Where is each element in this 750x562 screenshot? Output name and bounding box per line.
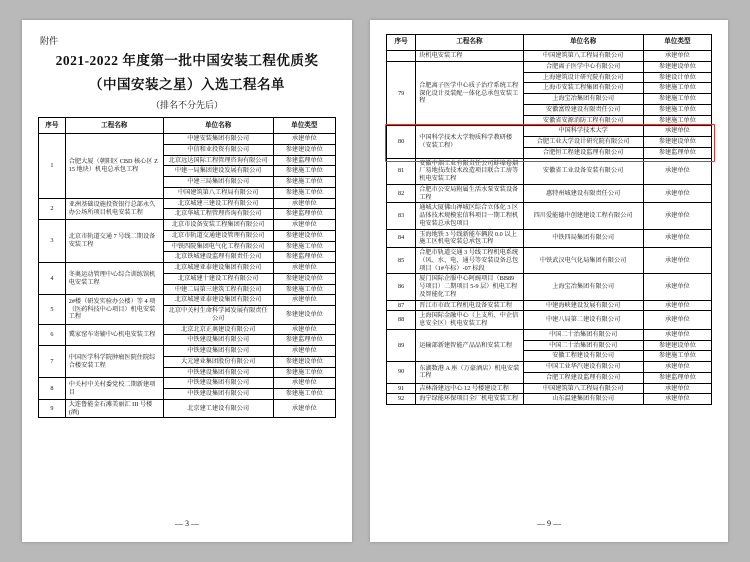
cell-unit-name: 中建一局集团建设发展有限公司 — [163, 166, 273, 177]
table-row — [387, 158, 712, 184]
cell-no — [387, 51, 416, 62]
header-unit: 单位名称 — [163, 118, 273, 134]
cell-no: 5 — [39, 295, 66, 324]
cell-unit-name: 北京城建三建设工程有限公司 — [163, 198, 273, 209]
cell-project-name: 上海国际金融中心（上支所、中企信息安全区）机电安装工程 — [416, 311, 523, 330]
cell-unit-type: 承建单位 — [643, 248, 711, 274]
cell-unit-name: 中建海峡建设发展有限公司 — [523, 300, 643, 311]
table-row — [387, 248, 712, 274]
cell-project-name: 合肥市轨道交通 3 号线工程机电系统（风、水、电、通号等安装设备总包项目（1#车标）-07 标段 — [416, 248, 523, 274]
cell-no: 90 — [387, 362, 416, 384]
cell-unit-name: 北京远达国际工程管理咨询有限公司 — [163, 155, 273, 166]
cell-unit-type: 参建建设单位 — [643, 340, 711, 351]
cell-no: 87 — [387, 300, 416, 311]
cell-project-name: 亚洲基础设施投资银行总部永久办公场所项目机电安装工程 — [65, 198, 163, 220]
cell-unit-type: 承建单位 — [273, 263, 335, 274]
cell-unit-type: 承建单位 — [643, 229, 711, 248]
page-number-left: — 3 — — [175, 519, 199, 528]
cell-unit-type: 承建单位 — [643, 329, 711, 340]
cell-no: 9 — [39, 399, 66, 418]
left-project-table — [38, 117, 336, 418]
cell-unit-name: 上海市安装工程集团有限公司 — [523, 83, 643, 94]
cell-unit-name: 大元建业集团股份有限公司 — [163, 356, 273, 367]
cell-unit-name: 安徽省安源消防工程有限公司 — [523, 115, 643, 126]
table-row — [39, 134, 336, 145]
cell-unit-type: 参建监理单位 — [273, 155, 335, 166]
cell-unit-name: 安徽工程建设有限公司 — [523, 351, 643, 362]
cell-unit-type: 参建建设单位 — [273, 273, 335, 284]
table-row — [387, 126, 712, 137]
header-project: 工程名称 — [416, 35, 523, 51]
cell-project-name: 安徽中烟工业有限责任公司蚌埠卷烟厂易地技改技术改造项目联合工房等机电安装工程 — [416, 158, 523, 184]
cell-no: 3 — [39, 220, 66, 263]
cell-unit-type: 承建单位 — [273, 198, 335, 209]
cell-unit-name: 中国建筑第八工程局有限公司 — [523, 51, 643, 62]
cell-unit-type: 参建施工单位 — [643, 115, 711, 126]
cell-unit-type: 承建单位 — [643, 383, 711, 394]
table-row — [39, 324, 336, 335]
cell-unit-name: 惠特州城建设有限责任公司 — [523, 184, 643, 203]
document-page-left — [22, 20, 352, 542]
cell-unit-type: 参建建设单位 — [273, 144, 335, 155]
cell-project-name: 中国科学技术大学物质科学教研楼（安装工程） — [416, 126, 523, 158]
cell-unit-type: 承建单位 — [643, 158, 711, 184]
cell-unit-name: 中铁建设集团有限公司 — [163, 378, 273, 389]
cell-no: 91 — [387, 383, 416, 394]
page-title-line2: （中国安装之星）入选工程名单 — [89, 76, 285, 92]
table-row — [39, 295, 336, 306]
cell-project-name: 大连鲁能金石滩美丽汇 III 号楼(酒) — [65, 399, 163, 418]
cell-project-name: 吉林洛建远中心 12 号楼建设工程 — [416, 383, 523, 394]
cell-unit-type: 参建建设单位 — [273, 230, 335, 241]
header-type: 单位类型 — [643, 35, 711, 51]
cell-unit-type: 承建单位 — [643, 311, 711, 330]
cell-project-name: 中关村中关村委党校二期新建项目 — [65, 378, 163, 400]
cell-unit-type: 参建施工单位 — [273, 187, 335, 198]
header-no: 序号 — [39, 118, 66, 134]
cell-unit-type: 参建建设单位 — [273, 356, 335, 367]
cell-unit-type: 承建单位 — [643, 274, 711, 300]
cell-unit-name: 中铁建设集团有限公司 — [163, 346, 273, 357]
cell-unit-name: 上海建筑设计研究院有限公司 — [523, 72, 643, 83]
page-subtitle: （排名不分先后） — [150, 100, 223, 111]
cell-project-name: 合肥市公安局附属生活水泵安装设备工程 — [416, 184, 523, 203]
table-row — [387, 300, 712, 311]
cell-unit-name: 中国工业华汽建设有限公司 — [523, 362, 643, 373]
cell-unit-name: 中国二十治集团有限公司 — [523, 329, 643, 340]
cell-unit-name: 中国二十治集团有限公司 — [523, 340, 643, 351]
cell-unit-name: 山东温建集团有限公司 — [523, 394, 643, 405]
cell-no: 1 — [39, 134, 66, 199]
cell-unit-name: 中国科学技术大学 — [523, 126, 643, 137]
table-header-row — [387, 35, 712, 51]
cell-unit-name: 北京城建十建设工程有限公司 — [163, 273, 273, 284]
cell-no: 2 — [39, 198, 66, 220]
cell-unit-type: 承建单位 — [273, 324, 335, 335]
cell-unit-type: 承建单位 — [273, 134, 335, 145]
table-row — [387, 61, 712, 72]
cell-no: 84 — [387, 229, 416, 248]
header-unit: 单位名称 — [523, 35, 643, 51]
table-row — [39, 198, 336, 209]
table-row — [387, 184, 712, 203]
cell-unit-type: 承建单位 — [643, 394, 711, 405]
cell-project-name: 通城大厦佛山禅城区综合立体化 3 区品体技术规模宏信科项目一期工程机电安装总承包项目 — [416, 203, 523, 229]
table-row — [387, 394, 712, 405]
table-header-row — [39, 118, 336, 134]
table-row — [39, 220, 336, 231]
table-row — [39, 263, 336, 274]
table-row — [387, 311, 712, 330]
cell-project-name: 冬奥运动管理中心综合训练馆机电安装工程 — [65, 263, 163, 295]
cell-unit-type: 承建单位 — [273, 295, 335, 306]
cell-project-name: 2#楼（研发实验办公楼）等 4 项（医药科技中心项目）机电安装工程 — [65, 295, 163, 324]
cell-unit-type: 参建建设单位 — [643, 137, 711, 148]
cell-unit-name: 合肥工业大学设计研究院有限公司 — [523, 137, 643, 148]
page-number-right: — 9 — — [537, 519, 561, 528]
cell-project-name: 厦门国际企服中心阿豌项目（BB89 号项目）二期项目 5-9 层）机电工程及智能化工程 — [416, 274, 523, 300]
cell-project-name: 海宁绿能环保项目全厂机电安装工程 — [416, 394, 523, 405]
cell-unit-name: 中建安装集团有限公司 — [163, 134, 273, 145]
cell-no: 89 — [387, 329, 416, 361]
cell-no: 88 — [387, 311, 416, 330]
cell-project-name: 合肥离子医学中心质子治疗系统工程深化设计及装配一体化总承包安装工程 — [416, 61, 523, 126]
cell-unit-type: 承建单位 — [643, 203, 711, 229]
cell-unit-type: 承建单位 — [273, 220, 335, 231]
cell-project-name: 块机电安装工程 — [416, 51, 523, 62]
table-row — [39, 399, 336, 418]
cell-unit-name: 北京市设备安装工程集团有限公司 — [163, 220, 273, 231]
cell-unit-name: 中国建筑第八工程局有限公司 — [163, 187, 273, 198]
attachment-label: 附件 — [40, 36, 59, 46]
cell-no: 79 — [387, 61, 416, 126]
table-row — [387, 203, 712, 229]
cell-no: 86 — [387, 274, 416, 300]
cell-unit-type: 参建监理单位 — [273, 209, 335, 220]
cell-no: 6 — [39, 324, 66, 346]
cell-no: 4 — [39, 263, 66, 295]
cell-unit-name: 中信和业投资有限公司 — [163, 144, 273, 155]
cell-project-name: 中国医学科学院肿瘤医院住院综合楼安装工程 — [65, 346, 163, 378]
cell-no: 85 — [387, 248, 416, 274]
cell-unit-name: 北京中关村生命科学园发展有限责任公司 — [163, 306, 273, 325]
table-row — [387, 229, 712, 248]
cell-unit-name: 中铁建设集团有限公司 — [163, 335, 273, 346]
cell-unit-type: 承建单位 — [643, 300, 711, 311]
cell-unit-type: 参建建设单位 — [643, 61, 711, 72]
cell-unit-name: 上海宝冶集团有限公司 — [523, 94, 643, 105]
cell-unit-type: 承建单位 — [643, 126, 711, 137]
cell-project-name: 晋江市市政工程机电设备安装工程 — [416, 300, 523, 311]
cell-unit-name: 中建八局第二建设有限公司 — [523, 311, 643, 330]
cell-no: 92 — [387, 394, 416, 405]
cell-unit-name: 中建三局集团有限公司 — [163, 177, 273, 188]
cell-unit-name: 北京华城工程管理咨询有限公司 — [163, 209, 273, 220]
cell-unit-type: 参建施工单位 — [643, 94, 711, 105]
cell-unit-name: 北京北京正奥建设有限公司 — [163, 324, 273, 335]
cell-unit-name: 中铁四局集团有限公司 — [523, 229, 643, 248]
table-row — [387, 51, 712, 62]
cell-unit-name: 中建二局第三建筑工程有限公司 — [163, 284, 273, 295]
cell-unit-type: 参建施工单位 — [643, 104, 711, 115]
cell-unit-type: 参建施工单位 — [643, 83, 711, 94]
cell-unit-name: 中铁四院集团电气化工程有限公司 — [163, 241, 273, 252]
cell-no: 80 — [387, 126, 416, 158]
page-title-line1: 2021-2022 年度第一批中国安装工程优质奖 — [55, 53, 319, 68]
cell-unit-type: 参建施工单位 — [643, 351, 711, 362]
cell-unit-name: 北京建工建设有限公司 — [163, 399, 273, 418]
cell-unit-name: 北京城建亚泰建设集团有限公司 — [163, 295, 273, 306]
cell-unit-type: 参建监理单位 — [273, 252, 335, 263]
document-page-right — [370, 20, 728, 542]
cell-unit-name: 上海宝冶集团有限公司 — [523, 274, 643, 300]
cell-unit-name: 中国建筑第八工程局有限公司 — [523, 383, 643, 394]
cell-project-name: 北京市轨道交通 7 号线二期设备安装工程 — [65, 220, 163, 263]
cell-no: 81 — [387, 158, 416, 184]
cell-unit-name: 北京市轨道交通建设管理有限公司 — [163, 230, 273, 241]
header-type: 单位类型 — [273, 118, 335, 134]
cell-unit-type: 承建单位 — [273, 399, 335, 418]
header-project: 工程名称 — [65, 118, 163, 134]
cell-unit-type: 参建施工单位 — [273, 367, 335, 378]
table-row — [39, 346, 336, 357]
cell-project-name: 合肥大厦（朝阳区 CBD 核心区 Z15 地块）机电总承包工程 — [65, 134, 163, 199]
cell-unit-type: 参建监理单位 — [273, 335, 335, 346]
cell-unit-name: 中铁建设集团有限公司 — [163, 389, 273, 400]
cell-unit-type: 承建单位 — [643, 184, 711, 203]
cell-project-name: 东湖数港 A 座（万豪酒店）机电安装工程 — [416, 362, 523, 384]
cell-unit-type: 参建建设单位 — [273, 306, 335, 325]
cell-no: 8 — [39, 378, 66, 400]
cell-unit-name: 合肥工程建设监理有限公司 — [523, 372, 643, 383]
cell-unit-type: 参建施工单位 — [273, 166, 335, 177]
cell-unit-name: 安徽省工业设备安装有限公司 — [523, 158, 643, 184]
table-row — [387, 362, 712, 373]
cell-unit-name: 北京城建亚泰建设集团有限公司 — [163, 263, 273, 274]
cell-unit-type: 承建单位 — [643, 362, 711, 373]
cell-project-name: 运输部新建智能产品品和安装工程 — [416, 329, 523, 361]
header-no: 序号 — [387, 35, 416, 51]
cell-no: 83 — [387, 203, 416, 229]
cell-unit-type: 承建单位 — [643, 51, 711, 62]
table-row — [387, 329, 712, 340]
cell-unit-name: 北京铁城建设监理有限责任公司 — [163, 252, 273, 263]
cell-project-name: 冀家窑车寄辅中心机电安装工程 — [65, 324, 163, 346]
cell-unit-name: 四川爱能德中创建建设工程有限公司 — [523, 203, 643, 229]
table-row — [387, 274, 712, 300]
cell-unit-type: 承建单位 — [273, 346, 335, 357]
cell-unit-type: 参建施工单位 — [273, 241, 335, 252]
cell-unit-type: 参建施工单位 — [273, 284, 335, 295]
cell-unit-type: 参建设计单位 — [643, 72, 711, 83]
table-row — [387, 383, 712, 394]
cell-unit-name: 中铁武汉电气化局集团有限公司 — [523, 248, 643, 274]
cell-unit-name: 安徽富煌建设有限责任公司 — [523, 104, 643, 115]
table-row — [39, 378, 336, 389]
cell-unit-name: 合肥恒工程建设监理有限公司 — [523, 147, 643, 158]
right-project-table — [386, 34, 712, 405]
cell-unit-type: 承建单位 — [273, 378, 335, 389]
cell-unit-type: 参建监理单位 — [643, 372, 711, 383]
cell-no: 7 — [39, 346, 66, 378]
cell-unit-type: 参建施工单位 — [273, 389, 335, 400]
cell-unit-type: 参建施工单位 — [273, 177, 335, 188]
cell-unit-name: 中铁建设集团有限公司 — [163, 367, 273, 378]
cell-project-name: 玉海地铁 3 号线新能车辆段 0.0 以上施工区机电安装总承包工程 — [416, 229, 523, 248]
cell-unit-type: 参建监理单位 — [643, 147, 711, 158]
cell-no: 82 — [387, 184, 416, 203]
cell-unit-name: 合肥离子医学中心有限公司 — [523, 61, 643, 72]
